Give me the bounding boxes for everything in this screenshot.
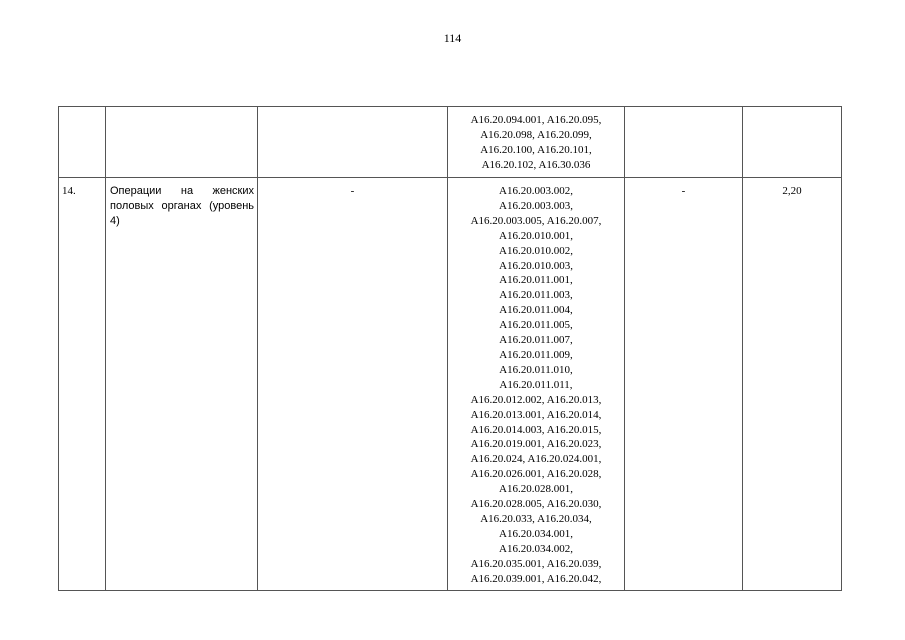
tariff-table: [58, 106, 842, 591]
coefficient: 2,20: [782, 185, 802, 197]
service-codes: [448, 178, 624, 590]
group-name-cell: [106, 107, 258, 178]
service-code-line: A16.20.039.001, A16.20.042,: [470, 572, 602, 585]
service-code-line: A16.20.034.001,: [499, 527, 573, 540]
row-number-cell: [59, 107, 106, 178]
group-name-cell: [106, 178, 258, 591]
group-name: [106, 107, 257, 117]
service-code-line: A16.20.098, A16.20.099,: [480, 128, 592, 141]
service-code-line: A16.20.010.001,: [499, 229, 573, 242]
page-number: 114: [443, 31, 462, 45]
service-code-line: A16.20.011.004,: [499, 304, 573, 317]
table-row: [59, 178, 842, 591]
service-code-line: A16.20.003.002,: [499, 185, 573, 197]
service-code-line: A16.20.014.003, A16.20.015,: [470, 423, 602, 436]
additional-criteria: -: [681, 185, 686, 197]
service-code-line: A16.20.011.009,: [499, 348, 573, 361]
service-code-line: A16.20.094.001, A16.20.095,: [470, 114, 602, 126]
service-code-line: A16.20.028.005, A16.20.030,: [470, 498, 602, 511]
diagnosis-codes-cell: [258, 178, 448, 591]
table-row: [59, 107, 842, 178]
service-code-line: A16.20.024, A16.20.024.001,: [470, 453, 602, 466]
service-codes: [448, 107, 624, 177]
service-codes-cell: [448, 178, 625, 591]
service-code-line: A16.20.011.005,: [499, 319, 573, 332]
coefficient: [743, 107, 841, 117]
additional-criteria-cell: [625, 107, 743, 178]
diagnosis-codes-cell: [258, 107, 448, 178]
service-code-line: A16.20.026.001, A16.20.028,: [470, 468, 602, 481]
service-code-line: A16.20.011.007,: [499, 334, 573, 347]
coefficient-cell: [743, 107, 842, 178]
service-code-line: A16.20.019.001, A16.20.023,: [470, 438, 602, 451]
row-number: 14.: [62, 185, 76, 197]
service-code-line: A16.20.011.003,: [499, 289, 573, 302]
additional-criteria-cell: [625, 178, 743, 591]
group-name: Операции на женских половых органах (уровень 4): [110, 185, 254, 227]
service-code-line: A16.20.011.011,: [499, 378, 573, 391]
service-code-line: A16.20.028.001,: [499, 483, 573, 496]
service-code-line: A16.20.100, A16.20.101,: [480, 143, 592, 156]
service-code-line: A16.20.011.010,: [499, 363, 573, 376]
service-code-line: A16.20.102, A16.30.036: [481, 158, 591, 171]
service-codes-cell: [448, 107, 625, 178]
service-code-line: A16.20.010.002,: [499, 244, 573, 257]
service-code-line: A16.20.035.001, A16.20.039,: [470, 557, 602, 570]
service-code-line: A16.20.033, A16.20.034,: [480, 512, 592, 525]
service-code-line: A16.20.011.001,: [499, 274, 573, 287]
service-code-line: A16.20.003.005, A16.20.007,: [470, 214, 602, 227]
coefficient-cell: [743, 178, 842, 591]
additional-criteria: [625, 107, 742, 117]
service-code-line: A16.20.012.002, A16.20.013,: [470, 393, 602, 406]
service-code-line: A16.20.003.003,: [499, 199, 573, 212]
service-code-line: A16.20.013.001, A16.20.014,: [470, 408, 602, 421]
row-number: [59, 107, 105, 117]
row-number-cell: [59, 178, 106, 591]
diagnosis-codes: [258, 107, 447, 117]
diagnosis-codes: -: [350, 185, 355, 197]
service-code-line: A16.20.034.002,: [499, 542, 573, 555]
service-code-line: A16.20.010.003,: [499, 259, 573, 272]
